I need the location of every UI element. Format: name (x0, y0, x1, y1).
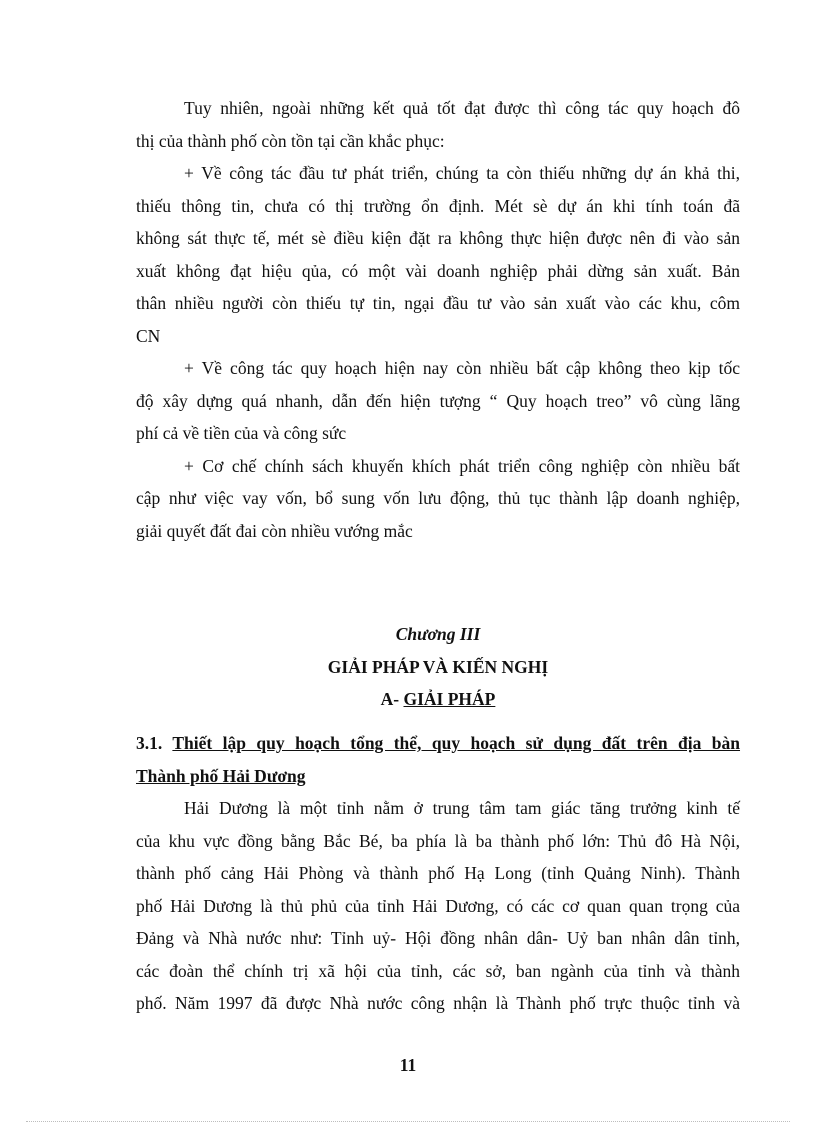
paragraph-policy (136, 450, 740, 548)
text-line: độ xây dựng quá nhanh, dẫn đến hiện tượng “ Quy hoạch treo” vô cùng lãng (136, 390, 740, 411)
body-text (136, 92, 740, 547)
text-line: + Về công tác quy hoạch hiện nay còn nhiều bất cập không theo kịp tốc (184, 358, 740, 378)
text-line: thân nhiều người còn thiếu tự tin, ngại đầu tư vào sản xuất vào các khu, côm (136, 293, 740, 313)
subsection-title-line2: Thành phố Hải Dương (136, 765, 306, 786)
paragraph-hai-duong (136, 792, 740, 1020)
section-heading (136, 683, 740, 716)
chapter-heading (136, 618, 740, 716)
section-label: GIẢI PHÁP (403, 689, 496, 709)
text-line: + Về công tác đầu tư phát triển, chúng ta còn thiếu những dự án khả thi, (184, 163, 740, 183)
text-line: phố. Năm 1997 đã được Nhà nước công nhận là Thành phố trực thuộc tỉnh và (136, 993, 740, 1013)
chapter-title: Chương III (395, 624, 481, 644)
subsection-title-line2-row (136, 760, 740, 793)
text-line: thiếu thông tin, chưa có thị trường ổn định. Mét sè dự án khi tính toán đã (136, 195, 740, 216)
text-line: Hải Dương là một tỉnh nằm ở trung tâm tam giác tăng trưởng kinh tế (184, 798, 740, 818)
section-prefix: A- (380, 689, 404, 709)
subsection-number: 3.1. (136, 733, 173, 753)
part-title: GIẢI PHÁP VÀ KIẾN NGHỊ (327, 656, 549, 677)
text-line: không sát thực tế, mét sè điều kiện đặt ra không thực hiện được nên đi vào sản (136, 228, 740, 248)
text-line: của khu vực đồng bằng Bắc Bé, ba phía là ba thành phố lớn: Thủ đô Hà Nội, (136, 830, 740, 851)
page-number: 11 (399, 1055, 417, 1075)
subsection (136, 727, 740, 1020)
subsection-title-line1: Thiết lập quy hoạch tổng thể, quy hoạch sử dụng đất trên địa bàn (172, 733, 741, 753)
paragraph-remaining-issues (136, 92, 740, 157)
text-line: Tuy nhiên, ngoài những kết quả tốt đạt được thì công tác quy hoạch đô (184, 98, 740, 118)
text-line: Đảng và Nhà nước như: Tỉnh uỷ- Hội đồng nhân dân- Uỷ ban nhân dân tỉnh, (136, 928, 740, 948)
text-line: xuất không đạt hiệu qủa, có một vài doanh nghiệp phải dừng sản xuất. Bản (136, 260, 740, 281)
text-line: + Cơ chế chính sách khuyến khích phát triển công nghiệp còn nhiều bất (184, 455, 740, 476)
text-line: thành phố cảng Hải Phòng và thành phố Hạ Long (tỉnh Quảng Ninh). Thành (136, 863, 740, 883)
text-line: giải quyết đất đai còn nhiều vướng mắc (136, 520, 413, 541)
text-line: cập như việc vay vốn, bổ sung vốn lưu động, thủ tục thành lập doanh nghiệp, (136, 488, 740, 508)
paragraph-planning (136, 352, 740, 450)
subsection-title (136, 727, 740, 760)
text-line: phí cả về tiền của và công sức (136, 423, 347, 443)
text-line: phố Hải Dương là thủ phủ của tỉnh Hải Dương, có các cơ quan quan trọng của (136, 895, 740, 916)
text-line: CN (136, 325, 161, 346)
text-line: thị của thành phố còn tồn tại cần khắc phục: (136, 130, 445, 151)
paragraph-investment (136, 157, 740, 352)
text-line: các đoàn thể chính trị xã hội của tỉnh, các sở, ban ngành của tỉnh và thành (136, 960, 740, 981)
footer-divider (26, 1121, 790, 1122)
